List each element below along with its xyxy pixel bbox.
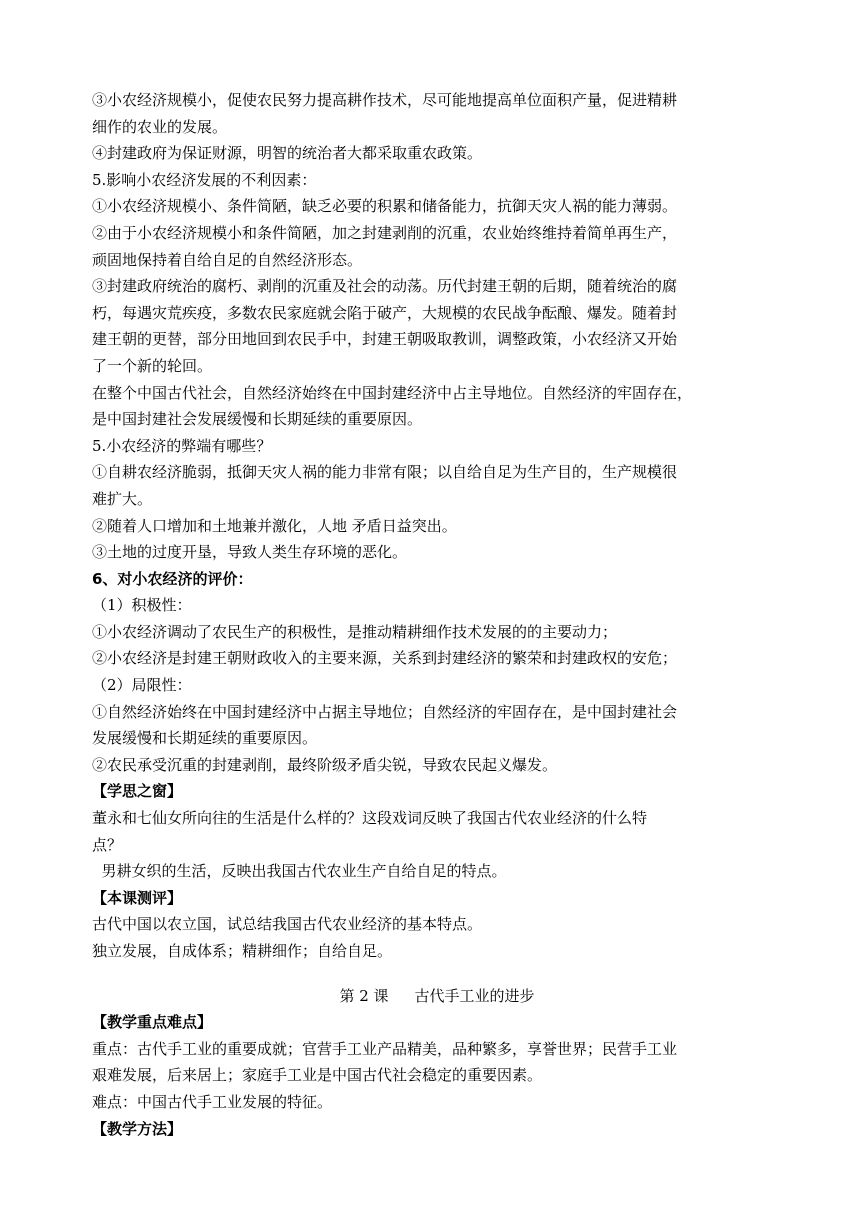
text-line: 古代中国以农立国，试总结我国古代农业经济的基本特点。: [92, 915, 483, 934]
text-line: 点？: [92, 835, 123, 854]
text-line: ①自耕农经济脆弱，抵御天灾人祸的能力非常有限；以自给自足为生产目的，生产规模很: [92, 463, 678, 482]
section-e: [92, 1036, 782, 1116]
document-page: [92, 87, 782, 1142]
text-line: ①小农经济规模小、条件简陋，缺乏必要的积累和储备能力，抗御天灾人祸的能力薄弱。: [92, 197, 678, 216]
lesson-title: [92, 983, 782, 1010]
text-line: 独立发展，自成体系；精耕细作；自给自足。: [92, 942, 393, 960]
text-line: 5.影响小农经济发展的不利因素：: [92, 170, 317, 189]
text-line: 男耕女织的生活，反映出我国古代农业生产自给自足的特点。: [92, 862, 507, 881]
text-line: ①自然经济始终在中国封建经济中占据主导地位；自然经济的牢固存在，是中国封建社会: [92, 702, 678, 721]
lesson-name: 古代手工业的进步: [414, 986, 535, 1005]
text-line: 是中国封建社会发展缓慢和长期延续的重要原因。: [92, 410, 423, 429]
lesson-number: 第 2 课: [339, 986, 389, 1005]
text-line: 建王朝的更替，部分田地回到农民手中，封建王朝吸取教训，调整政策，小农经济又开始: [92, 330, 678, 349]
text-line: ③封建政府统治的腐朽、剥削的沉重及社会的动荡。历代封建王朝的后期，随着统治的腐: [92, 277, 678, 296]
section-d: [92, 911, 782, 964]
text-line: ②农民承受沉重的封建剥削，最终阶级矛盾尖锐，导致农民起义爆发。: [92, 755, 558, 774]
text-line: 难扩大。: [92, 489, 153, 508]
text-line: 发展缓慢和长期延续的重要原因。: [92, 729, 318, 748]
heading-fangfa: 【教学方法】: [92, 1119, 183, 1138]
heading-xuesi: 【学思之窗】: [92, 782, 183, 801]
section-b: [92, 592, 782, 778]
text-line: 5.小农经济的弊端有哪些？: [92, 436, 272, 455]
text-line: 在整个中国古代社会，自然经济始终在中国封建经济中占主导地位。自然经济的牢固存在，: [92, 383, 693, 402]
text-line: ③土地的过度开垦，导致人类生存环境的恶化。: [92, 543, 408, 562]
text-line: （2）局限性：: [92, 676, 192, 695]
heading-evaluation: 6、对小农经济的评价：: [92, 569, 253, 588]
text-line: 细作的农业的发展。: [92, 117, 228, 136]
text-line: ②由于小农经济规模小和条件简陋，加之封建剥削的沉重，农业始终维持着简单再生产，: [92, 223, 678, 242]
section-c: [92, 805, 782, 885]
text-line: 董永和七仙女所向往的生活是什么样的？这段戏词反映了我国古代农业经济的什么特: [92, 809, 648, 828]
section-a: [92, 87, 782, 566]
heading-zhongdian: 【教学重点难点】: [92, 1013, 213, 1032]
text-line: 重点：古代手工业的重要成就；官营手工业产品精美，品种繁多，享誉世界；民营手工业: [92, 1039, 678, 1058]
text-line: 了一个新的轮回。: [92, 356, 213, 375]
text-line: 顽固地保持着自给自足的自然经济形态。: [92, 250, 363, 269]
text-line: 难点：中国古代手工业发展的特征。: [92, 1092, 333, 1111]
heading-ceping: 【本课测评】: [92, 888, 183, 907]
text-line: ④封建政府为保证财源，明智的统治者大都采取重农政策。: [92, 144, 483, 163]
text-line: ②随着人口增加和土地兼并激化，人地 矛盾日益突出。: [92, 516, 457, 535]
text-line: （1）积极性：: [92, 596, 192, 615]
text-line: ①小农经济调动了农民生产的积极性，是推动精耕细作技术发展的的主要动力；: [92, 622, 618, 641]
text-line: 朽，每遇灾荒疾疫，多数农民家庭就会陷于破产，大规模的农民战争酝酿、爆发。随着封: [92, 303, 678, 322]
text-line: ②小农经济是封建王朝财政收入的主要来源，关系到封建经济的繁荣和封建政权的安危；: [92, 649, 678, 668]
text-line: 艰难发展，后来居上；家庭手工业是中国古代社会稳定的重要因素。: [92, 1066, 543, 1085]
text-line: ③小农经济规模小，促使农民努力提高耕作技术，尽可能地提高单位面积产量，促进精耕: [92, 91, 678, 109]
